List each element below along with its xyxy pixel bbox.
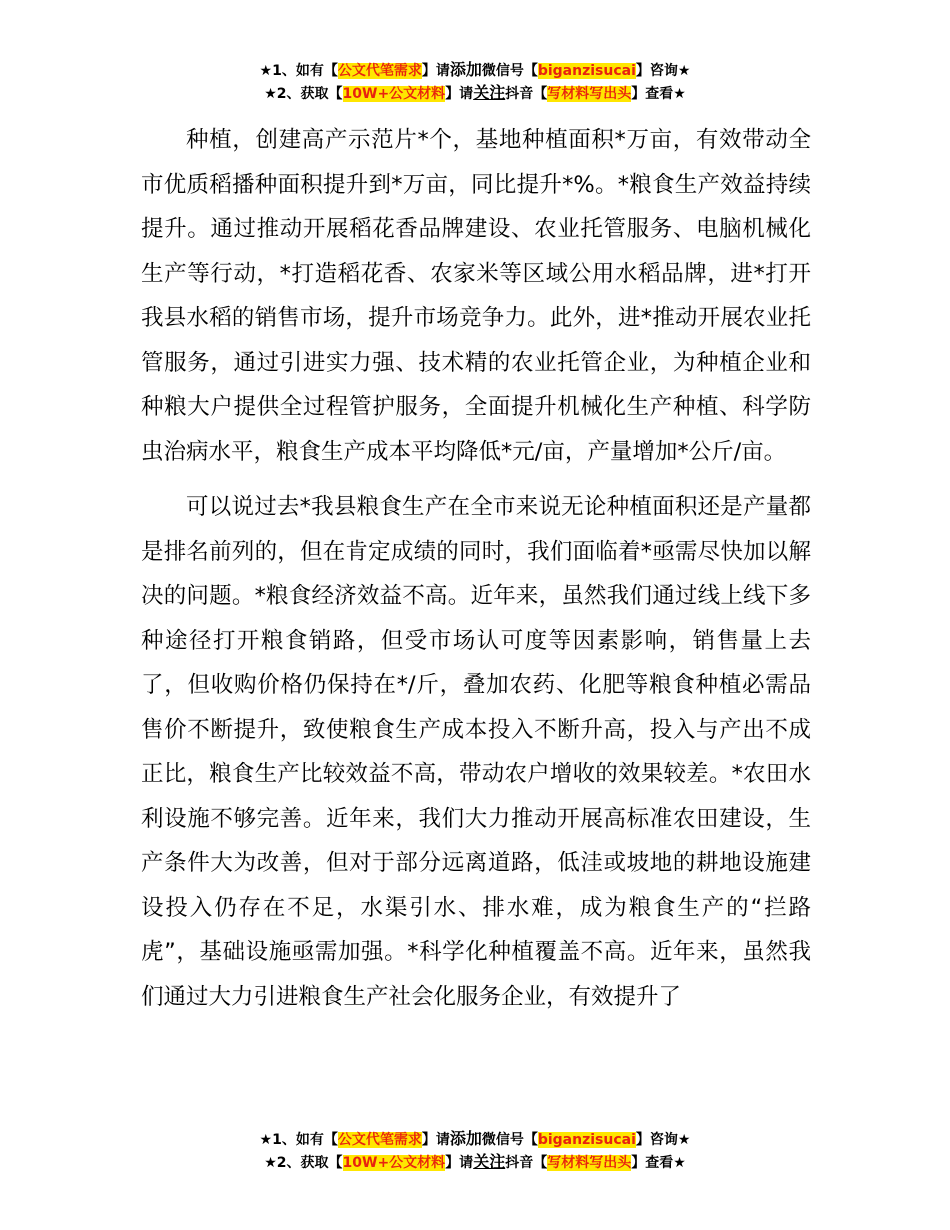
paragraph: 种植，创建高产示范片*个，基地种植面积*万亩，有效带动全市优质稻播种面积提升到*万亩，同比提升*%。*粮食生产效益持续提升。通过推动开展稻花香品牌建设、农业托管服务、电脑机械化生产等行动，*打造稻花香、农家米等区域公用水稻品牌，进*打开我县水稻的销售市场，提升市场竞争力。此外，进*推动开展农业托管服务，通过引进实力强、技术精的农业托管企业，为种植企业和种粮大户提供全过程管护服务，全面提升机械化生产种植、科学防虫治病水平，粮食生产成本平均降低*元/亩，产量增加*公斤/亩。 xyxy=(141,127,811,465)
banner-text: 】请 xyxy=(445,86,474,102)
banner-line-2 xyxy=(0,1151,950,1174)
wechat-id: biganzisucai xyxy=(537,1132,636,1148)
banner-text: ★2、获取【 xyxy=(264,86,343,102)
banner-text: 微信号【 xyxy=(481,63,538,79)
banner-text: 抖音【 xyxy=(505,86,548,102)
banner-text: 】查看★ xyxy=(631,1155,686,1171)
highlight-label: 公文代笔需求 xyxy=(337,63,422,79)
banner-text: 】咨询★ xyxy=(635,63,691,79)
highlight-label: 10W+公文材料 xyxy=(342,86,446,102)
banner-text: ★1、如有【 xyxy=(259,63,338,79)
highlight-label: 10W+公文材料 xyxy=(342,1155,446,1171)
banner-text: 】请 xyxy=(445,1155,474,1171)
banner-text: 】咨询★ xyxy=(635,1132,691,1148)
emphasis-text: 添加 xyxy=(449,1129,482,1148)
highlight-label: 公文代笔需求 xyxy=(337,1132,422,1148)
emphasis-text: 添加 xyxy=(449,60,482,79)
wechat-id: biganzisucai xyxy=(537,63,636,79)
banner-line-1 xyxy=(0,1128,950,1151)
banner-text: 微信号【 xyxy=(481,1132,538,1148)
banner-text: ★1、如有【 xyxy=(259,1132,338,1148)
banner-line-1 xyxy=(0,59,950,82)
emphasis-text: 关注 xyxy=(473,1152,506,1171)
emphasis-text: 关注 xyxy=(473,83,506,102)
banner-text: 】查看★ xyxy=(631,86,686,102)
banner-text: 】请 xyxy=(421,63,450,79)
header-banner xyxy=(0,59,950,105)
banner-text: ★2、获取【 xyxy=(264,1155,343,1171)
douyin-id: 写材料写出头 xyxy=(547,86,632,102)
paragraph: 可以说过去*我县粮食生产在全市来说无论种植面积还是产量都是排名前列的，但在肯定成绩的同时，我们面临着*亟需尽快加以解决的问题。*粮食经济效益不高。近年来，虽然我们通过线上线下多种途径打开粮食销路，但受市场认可度等因素影响，销售量上去了，但收购价格仍保持在*/斤，叠加农药、化肥等粮食种植必需品售价不断提升，致使粮食生产成本投入不断升高，投入与产出不成正比，粮食生产比较效益不高，带动农户增收的效果较差。*农田水利设施不够完善。近年来，我们大力推动开展高标准农田建设，生产条件大为改善，但对于部分远离道路，低洼或坡地的耕地设施建设投入仍存在不足，水渠引水、排水难，成为粮食生产的“拦路虎”，基础设施亟需加强。*科学化种植覆盖不高。近年来，虽然我们通过大力引进粮食生产社会化服务企业，有效提升了 xyxy=(141,494,811,1010)
document-body xyxy=(141,118,811,1030)
banner-text: 抖音【 xyxy=(505,1155,548,1171)
banner-text: 】请 xyxy=(421,1132,450,1148)
douyin-id: 写材料写出头 xyxy=(547,1155,632,1171)
banner-line-2 xyxy=(0,82,950,105)
footer-banner xyxy=(0,1128,950,1174)
